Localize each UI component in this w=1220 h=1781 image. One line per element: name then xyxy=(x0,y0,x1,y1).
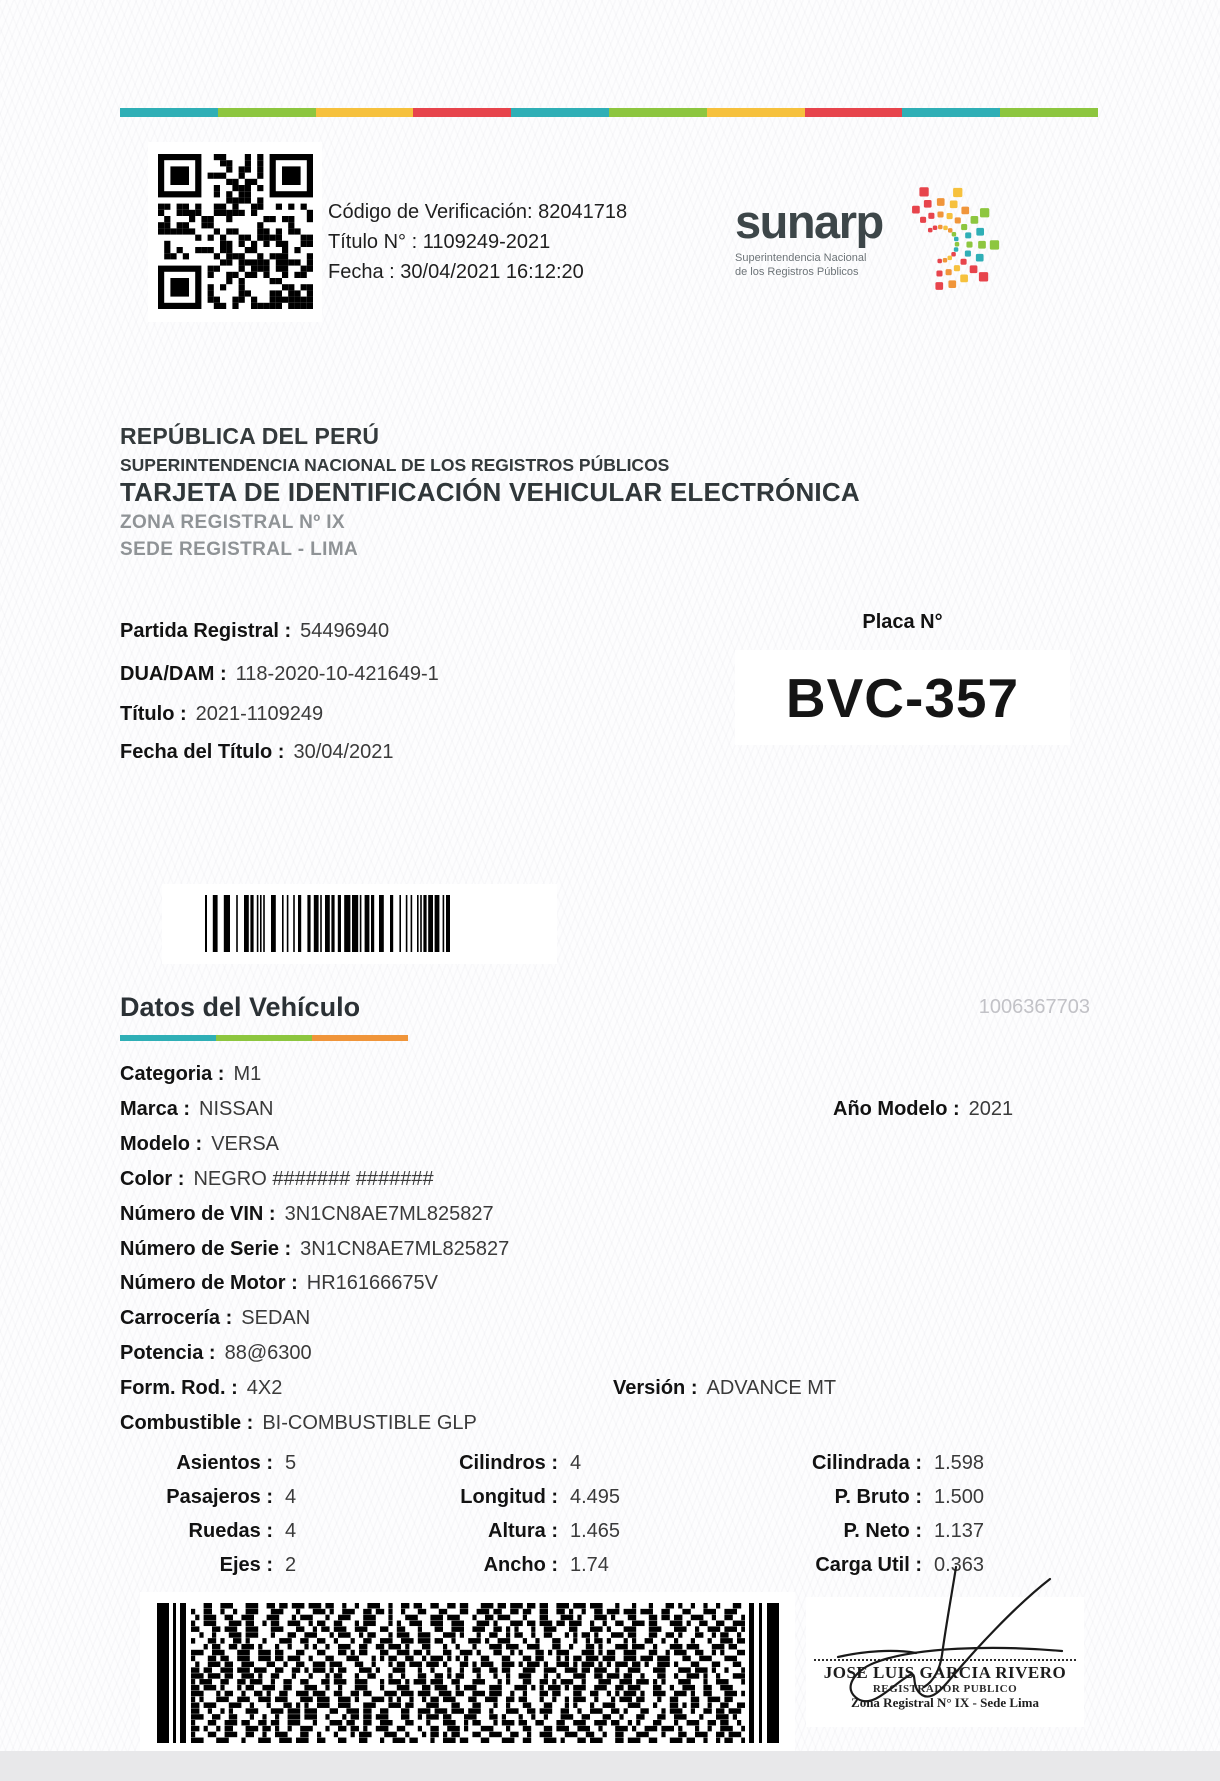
version-label: Versión : xyxy=(613,1377,698,1399)
motor-label: Número de Motor : xyxy=(120,1272,298,1294)
ejes-label: Ejes : xyxy=(219,1554,273,1576)
combustible-label: Combustible : xyxy=(120,1412,254,1434)
verification-block xyxy=(328,197,627,287)
pasajeros-value: 4 xyxy=(285,1486,297,1508)
marca-field xyxy=(120,1098,274,1121)
barcode-2d-panel xyxy=(140,1592,795,1752)
altura-label: Altura : xyxy=(488,1520,558,1542)
cilindrada-row xyxy=(650,1452,1010,1486)
section-title: Datos del Vehículo xyxy=(120,992,361,1022)
marca-label: Marca : xyxy=(120,1098,191,1120)
titulo-number-label: Título N° : xyxy=(328,231,418,253)
motor-value: HR16166675V xyxy=(306,1272,438,1294)
titulo-field xyxy=(120,703,323,726)
asientos-value: 5 xyxy=(285,1452,297,1474)
ancho-value: 1.74 xyxy=(570,1554,609,1576)
form-rod-value: 4X2 xyxy=(246,1377,283,1399)
cilindrada-label: Cilindrada : xyxy=(811,1452,922,1474)
card-title: TARJETA DE IDENTIFICACIÓN VEHICULAR ELECTRÓNICA xyxy=(120,477,860,507)
partida-value: 54496940 xyxy=(300,620,390,642)
verification-code-line xyxy=(328,197,627,227)
cilindros-value: 4 xyxy=(570,1452,582,1474)
carroceria-field xyxy=(120,1307,310,1330)
partida-registral-field xyxy=(120,620,389,643)
sunarp-logo xyxy=(735,195,883,279)
p-bruto-label: P. Bruto : xyxy=(834,1486,922,1508)
fecha-line xyxy=(328,257,627,287)
form-rod-field xyxy=(120,1377,282,1400)
asientos-row xyxy=(110,1452,340,1486)
potencia-value: 88@6300 xyxy=(224,1342,312,1364)
form-rod-label: Form. Rod. : xyxy=(120,1377,238,1399)
cilindrada-value: 1.598 xyxy=(934,1452,985,1474)
titulo-number-line xyxy=(328,227,627,257)
fecha-titulo-value: 30/04/2021 xyxy=(293,741,394,763)
color-field xyxy=(120,1168,434,1191)
sunarp-starburst-icon xyxy=(892,138,1014,296)
brand-color-stripe xyxy=(120,108,1098,117)
superintendencia-title: SUPERINTENDENCIA NACIONAL DE LOS REGISTROS PÚBLICOS xyxy=(120,455,670,475)
categoria-value: M1 xyxy=(233,1063,262,1085)
categoria-field xyxy=(120,1063,261,1086)
specs-column-2 xyxy=(350,1452,640,1588)
carroceria-label: Carrocería : xyxy=(120,1307,233,1329)
fecha-value: 30/04/2021 16:12:20 xyxy=(400,261,584,283)
modelo-field xyxy=(120,1133,279,1156)
sunarp-tagline-2: de los Registros Públicos xyxy=(735,266,859,278)
longitud-value: 4.495 xyxy=(570,1486,621,1508)
color-label: Color : xyxy=(120,1168,185,1190)
barcode-2d-icon xyxy=(157,1603,779,1743)
marca-value: NISSAN xyxy=(199,1098,274,1120)
longitud-row xyxy=(350,1486,640,1520)
categoria-label: Categoria : xyxy=(120,1063,225,1085)
ano-modelo-label: Año Modelo : xyxy=(833,1098,960,1120)
dua-value: 118-2020-10-421649-1 xyxy=(235,663,439,685)
registrar-title: REGISTRADOR PUBLICO xyxy=(872,1683,1018,1695)
ruedas-row xyxy=(110,1520,340,1554)
potencia-field xyxy=(120,1342,312,1365)
barcode-1d-icon xyxy=(205,895,450,952)
republic-title: REPÚBLICA DEL PERÚ xyxy=(120,423,380,449)
qr-code-panel xyxy=(148,142,322,322)
dua-label: DUA/DAM : xyxy=(120,663,227,685)
combustible-field xyxy=(120,1412,477,1435)
cilindros-label: Cilindros : xyxy=(459,1452,558,1474)
altura-row xyxy=(350,1520,640,1554)
ejes-row xyxy=(110,1554,340,1588)
qr-code-icon xyxy=(158,154,313,309)
cilindros-row xyxy=(350,1452,640,1486)
serie-field xyxy=(120,1238,509,1261)
p-neto-label: P. Neto : xyxy=(843,1520,922,1542)
specs-column-1 xyxy=(110,1452,340,1588)
longitud-label: Longitud : xyxy=(460,1486,558,1508)
version-value: ADVANCE MT xyxy=(706,1377,837,1399)
version-field xyxy=(613,1377,836,1400)
placa-label-wrap xyxy=(735,611,1070,634)
partida-label: Partida Registral : xyxy=(120,620,292,642)
ruedas-value: 4 xyxy=(285,1520,297,1542)
serie-value: 3N1CN8AE7ML825827 xyxy=(300,1238,510,1260)
carga-util-value: 0.363 xyxy=(934,1554,985,1576)
registrar-name: JOSE LUIS GARCIA RIVERO xyxy=(823,1663,1067,1682)
document-number: 1006367703 xyxy=(978,996,1090,1018)
zona-registral: ZONA REGISTRAL Nº IX xyxy=(120,512,346,533)
ano-modelo-value: 2021 xyxy=(968,1098,1014,1120)
page-footer-strip xyxy=(0,1751,1220,1781)
fecha-titulo-field xyxy=(120,741,394,764)
modelo-label: Modelo : xyxy=(120,1133,203,1155)
combustible-value: BI-COMBUSTIBLE GLP xyxy=(262,1412,477,1434)
signature-panel xyxy=(806,1597,1084,1727)
vin-field xyxy=(120,1203,494,1226)
barcode-panel xyxy=(162,884,557,964)
carroceria-value: SEDAN xyxy=(241,1307,311,1329)
p-bruto-value: 1.500 xyxy=(934,1486,985,1508)
titulo-label: Título : xyxy=(120,703,187,725)
asientos-label: Asientos : xyxy=(176,1452,273,1474)
p-bruto-row xyxy=(650,1486,1010,1520)
potencia-label: Potencia : xyxy=(120,1342,216,1364)
color-value: NEGRO ####### ####### xyxy=(193,1168,434,1190)
ejes-value: 2 xyxy=(285,1554,297,1576)
ancho-row xyxy=(350,1554,640,1588)
verification-code-value: 82041718 xyxy=(538,201,628,223)
sunarp-tagline-1: Superintendencia Nacional xyxy=(735,252,867,264)
altura-value: 1.465 xyxy=(570,1520,621,1542)
titulo-value: 2021-1109249 xyxy=(195,703,324,725)
titulo-number-value: 1109249-2021 xyxy=(422,231,551,253)
serie-label: Número de Serie : xyxy=(120,1238,292,1260)
registrar-zone: Zona Registral N° IX - Sede Lima xyxy=(851,1695,1039,1710)
fecha-titulo-label: Fecha del Título : xyxy=(120,741,285,763)
handwritten-signature-icon xyxy=(814,1559,1074,1724)
modelo-value: VERSA xyxy=(211,1133,280,1155)
placa-label: Placa N° xyxy=(862,611,943,633)
fecha-label: Fecha : xyxy=(328,261,395,283)
dua-dam-field xyxy=(120,663,439,686)
sede-registral: SEDE REGISTRAL - LIMA xyxy=(120,539,359,560)
p-neto-value: 1.137 xyxy=(934,1520,985,1542)
verification-code-label: Código de Verificación: xyxy=(328,201,533,223)
ruedas-label: Ruedas : xyxy=(188,1520,273,1542)
pasajeros-row xyxy=(110,1486,340,1520)
pasajeros-label: Pasajeros : xyxy=(166,1486,273,1508)
motor-field xyxy=(120,1272,438,1295)
ancho-label: Ancho : xyxy=(483,1554,558,1576)
carga-util-label: Carga Util : xyxy=(815,1554,922,1576)
ano-modelo-field xyxy=(833,1098,1013,1121)
placa-number: BVC-357 xyxy=(735,650,1070,745)
sunarp-logo-text: sunarp xyxy=(735,195,883,248)
vin-value: 3N1CN8AE7ML825827 xyxy=(284,1203,494,1225)
p-neto-row xyxy=(650,1520,1010,1554)
section-title-underline xyxy=(120,1035,408,1041)
vin-label: Número de VIN : xyxy=(120,1203,276,1225)
